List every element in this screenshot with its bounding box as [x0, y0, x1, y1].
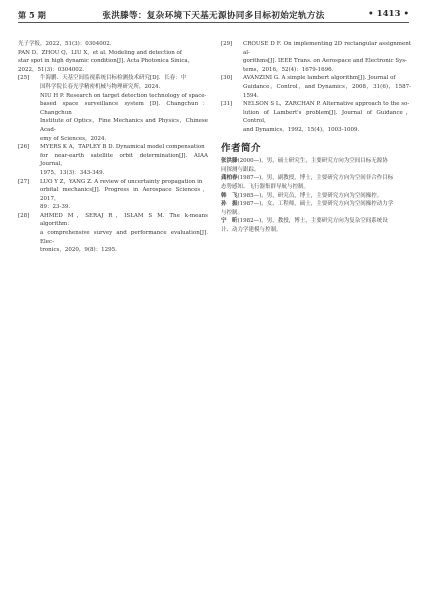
reference-line: orbital mechanics[J]. Progress in Aerospace Sciences，2017，: [40, 187, 208, 202]
running-title: 张洪滕等：复杂环境下天基无源协同多目标初始定轨方法: [102, 11, 325, 21]
author-name: 龚柏春: [221, 175, 238, 182]
reference-line: tems，2016，52(4)：1679-1696.: [243, 66, 334, 73]
running-header: [18, 8, 409, 23]
reference-line: AVANZINI G. A simple lambert algorithm[J]. Journal of: [243, 75, 396, 82]
reference-entry: [18, 40, 208, 74]
author-bio: [221, 200, 411, 217]
reference-line: Guidance，Control，and Dynamics，2008，31(6)，1587-1594.: [243, 83, 411, 99]
bio-line: 计、动力学建模与控制。: [221, 226, 282, 233]
reference-entry: [18, 143, 208, 177]
bio-line: (1982—)，男，教授，博士，主要研究方向为复杂空间系统设: [237, 218, 388, 225]
author-name: 孙 振: [221, 201, 238, 208]
author-name: 张洪滕: [221, 158, 238, 165]
reference-line: 光子学报，2022，51(3)：0304002.: [18, 41, 112, 47]
reference-line: LUO Y Z，YANG Z. A review of uncertainty propagation in: [40, 178, 203, 185]
reference-line: star spot in high dynamic condition[J]. Acta Photonica Sinica，: [18, 58, 194, 65]
bio-line: (1987—)，女，工程师，硕士，主要研究方向为空间操控动力学: [237, 201, 394, 208]
reference-line: CROUSE D F. On implementing 2D rectangular assignment al-: [243, 41, 411, 56]
bio-line: (1985—)，男，研究员，博士，主要研究方向为空间操控。: [237, 192, 383, 199]
reference-line: NELSON S L，ZARCHAN P. Alternative approach to the so-: [243, 101, 410, 108]
author-bio: [221, 192, 411, 201]
issue-number: 第 5 期: [18, 10, 46, 20]
reference-number: [27]: [18, 178, 30, 185]
reference-number: [26]: [18, 144, 30, 151]
reference-line: a comprehensive survey and performance evaluation[J]. Elec-: [40, 230, 208, 245]
reference-entry: [221, 40, 411, 74]
reference-line: 2022，51(3)：0304002.: [18, 66, 85, 73]
reference-line: for near-earth satellite orbit determination[J]. AIAA Journal，: [40, 152, 208, 168]
author-bios-heading: 作者简介: [221, 142, 262, 154]
author-bio: [221, 217, 411, 234]
bio-line: (1987—)，男，副教授，博士，主要研究方向为空间非合作目标: [237, 175, 394, 182]
reference-line: 国科学院长春光学精密机械与物理研究所，2024.: [40, 83, 161, 90]
reference-line: and Dynamics，1992，15(4)，1003-1009.: [243, 126, 360, 133]
reference-number: [29]: [221, 41, 233, 47]
reference-number: [28]: [18, 212, 30, 219]
bio-line: 态势感知、飞行器集群导航与控制。: [221, 183, 310, 190]
bio-line: 与控制。: [221, 209, 244, 216]
reference-line: NIU H P. Research on target detection technology of space-: [40, 92, 207, 99]
reference-entry: [18, 74, 208, 143]
reference-entry: [18, 212, 208, 255]
reference-line: 1975，13(3)：343-349.: [40, 169, 105, 176]
reference-line: gorithms[J]. IEEE Trans. on Aerospace and Electronic Sys-: [243, 58, 407, 65]
reference-line: lution of Lambert's problem[J]. Journal of Guidance，Control，: [243, 109, 411, 125]
reference-entry: [221, 100, 411, 134]
reference-number: [30]: [221, 75, 233, 82]
left-column: [18, 40, 208, 255]
reference-line: 牛海鹏．天基空间监视系统目标检测技术研究[D]．长春：中: [40, 75, 187, 82]
reference-line: emy of Sciences，2024.: [40, 135, 107, 142]
reference-line: tronics，2020，9(8)：1295.: [40, 247, 117, 254]
reference-number: [31]: [221, 101, 233, 108]
reference-line: based space surveillance system [D]. Changchun：Changchun: [40, 101, 208, 116]
reference-line: MYERS K A，TAPLEY B D. Dynamical model compensation: [40, 144, 205, 151]
right-column: [221, 40, 411, 234]
author-bio: [221, 157, 411, 174]
reference-line: Institute of Optics，Fine Mechanics and Physics，Chinese Acad-: [40, 118, 208, 133]
bio-line: (2000—)，男，硕士研究生，主要研究方向为空间目标无源协: [237, 158, 388, 165]
author-name: 宁 昕: [221, 218, 238, 225]
reference-number: [25]: [18, 75, 30, 82]
page-number: • 1413 •: [368, 9, 409, 19]
reference-entry: [18, 178, 208, 212]
reference-line: AHMED M，SERAJ R，ISLAM S M. The k-means algorithm：: [40, 212, 208, 228]
reference-line: 89：23-39.: [40, 204, 71, 211]
author-name: 韩 飞: [221, 192, 238, 199]
reference-entry: [221, 74, 411, 100]
reference-line: PAN D，ZHOU Q，LIU X，et al. Modeling and detection of: [18, 49, 182, 56]
author-bio: [221, 174, 411, 191]
bio-line: 同探测与跟踪。: [221, 166, 260, 173]
